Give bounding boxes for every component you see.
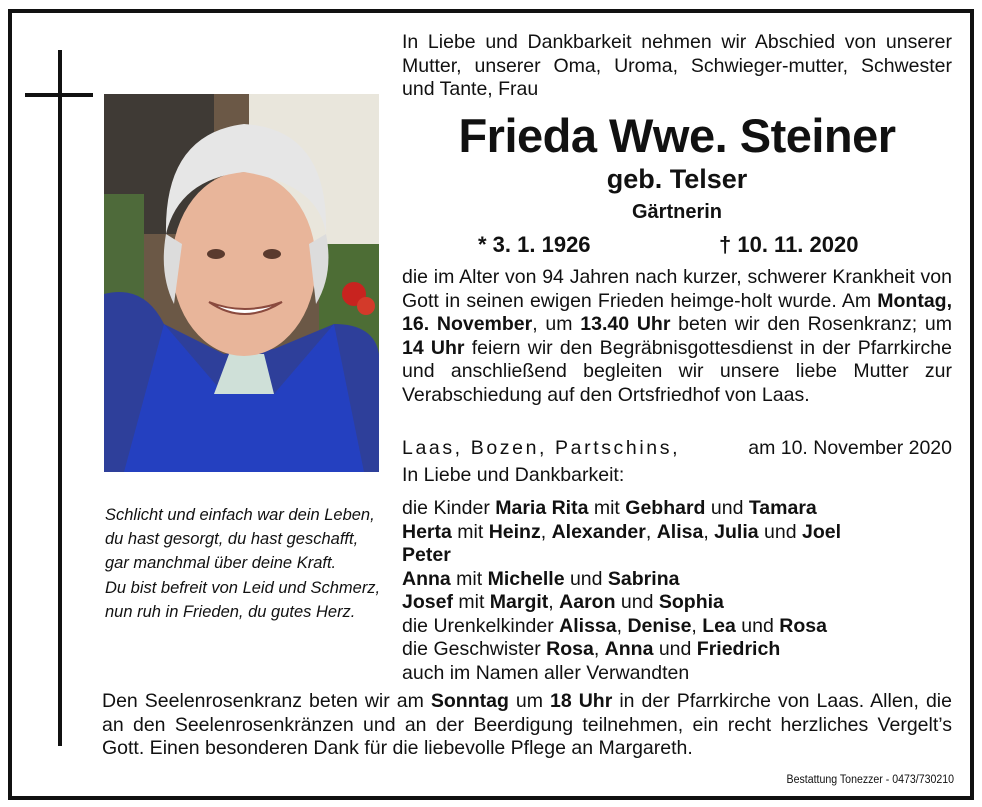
poem [105, 503, 395, 624]
poem-line: gar manchmal über deine Kraft. [105, 554, 337, 573]
list-item: die Kinder Maria Rita mit Gebhard und Tamara [402, 497, 817, 519]
birth-date: * 3. 1. 1926 [478, 232, 591, 257]
list-item: die Urenkelkinder Alissa, Denise, Lea und Rosa [402, 614, 827, 637]
deceased-name: Frieda Wwe. Steiner [458, 109, 896, 162]
mass-time: 14 Uhr [402, 336, 465, 359]
rosary-date: Montag, 16. November [402, 289, 952, 335]
undertaker-contact: Bestattung Tonezzer - 0473/730210 [786, 774, 954, 786]
memorial-day: Sonntag [430, 690, 509, 712]
place-date-line [402, 436, 952, 460]
cross-icon [58, 50, 62, 746]
list-item: Anna mit Michelle und Sabrina [402, 567, 680, 590]
list-item: Herta mit Heinz, Alexander, Alisa, Julia und Joel [402, 520, 841, 543]
list-item: Peter [402, 544, 451, 566]
death-date: † 10. 11. 2020 [719, 232, 859, 257]
text-span: beten wir den Rosenkranz; um [670, 313, 952, 335]
poem-line: Schlicht und einfach war dein Leben, [105, 506, 375, 524]
text-span: , um [532, 313, 581, 335]
intro-text: In Liebe und Dankbarkeit nehmen wir Abschied von unserer Mutter, unserer Oma, Uroma, Schwieger-mutter, Schwester und Tante, Frau [402, 31, 952, 100]
cross-icon-bar [25, 93, 93, 97]
gratitude-line: In Liebe und Dankbarkeit: [402, 464, 625, 486]
list-item: Josef mit Margit, Aaron und Sophia [402, 591, 724, 613]
poem-line: nun ruh in Frieden, du gutes Herz. [105, 602, 356, 621]
funeral-details [402, 266, 952, 407]
family-list [402, 497, 962, 685]
text-span: feiern wir den Begräbnisgottesdienst in der Pfarrkirche und anschließend begleiten wir unsere liebe Mutter zur Verabschiedung auf den Ortsfriedhof von Laas. [402, 336, 952, 406]
portrait-photo [104, 94, 379, 472]
poem-line: du hast gesorgt, du hast geschafft, [105, 530, 359, 549]
date: am 10. November 2020 [748, 437, 952, 459]
list-item: die Geschwister Rosa, Anna und Friedrich [402, 638, 781, 660]
poem-line: Du bist befreit von Leid und Schmerz, [105, 578, 381, 597]
rosary-time: 13.40 Uhr [580, 313, 671, 335]
text-span: die im Alter von 94 Jahren nach kurzer, schwerer Krankheit von Gott in seinen ewigen Frieden heimge-holt wurde. Am [402, 266, 952, 312]
birth-name: geb. Telser [606, 164, 748, 194]
closing-text: Den Seelenrosenkranz beten wir am Sonntag um 18 Uhr in der Pfarrkirche von Laas. Allen, die an den Seelenrosenkränzen und an der Beerdigung teilnehmen, ein recht herzliches Vergelt’s Gott. Einen besonderen Dank für die liebevolle Pflege an Margareth. [102, 690, 952, 759]
memorial-time: 18 Uhr [550, 690, 613, 712]
list-item: auch im Namen aller Verwandten [402, 661, 690, 684]
places: Laas, Bozen, Partschins, [402, 437, 681, 459]
profession: Gärtnerin [631, 201, 723, 223]
